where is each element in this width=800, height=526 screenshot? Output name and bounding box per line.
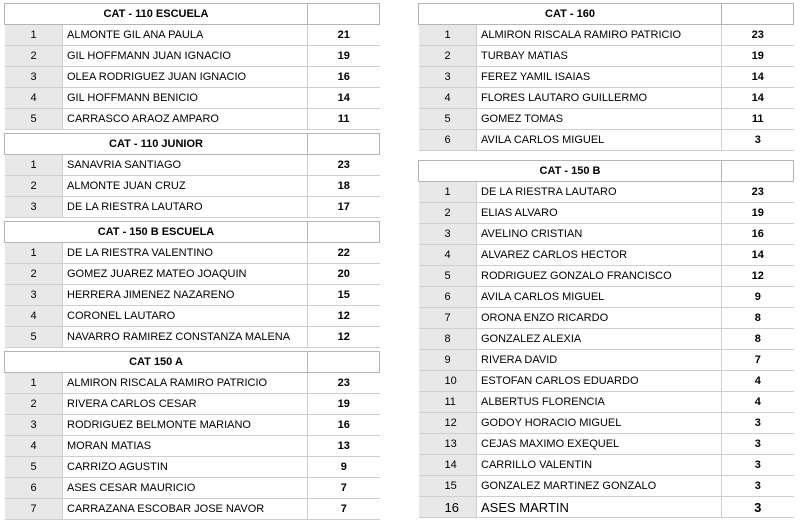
rider-name: ESTOFAN CARLOS EDUARDO: [477, 371, 722, 392]
rider-name: ALMONTE GIL ANA PAULA: [63, 25, 308, 46]
rider-name: ALMONTE JUAN CRUZ: [63, 176, 308, 197]
rider-name: GONZALEZ ALEXIA: [477, 329, 722, 350]
table-row: [419, 371, 794, 392]
rider-name: CORONEL LAUTARO: [63, 306, 308, 327]
rider-name: NAVARRO RAMIREZ CONSTANZA MALENA: [63, 327, 308, 348]
position: 16: [419, 497, 477, 518]
points: 21: [308, 25, 380, 46]
table-row: [5, 306, 380, 327]
left-column: [4, 3, 380, 526]
table-row: [5, 327, 380, 348]
position: 11: [419, 392, 477, 413]
table-row: [419, 308, 794, 329]
table-row: [5, 25, 380, 46]
table-row: [419, 392, 794, 413]
points: 12: [308, 327, 380, 348]
rider-name: DE LA RIESTRA LAUTARO: [63, 197, 308, 218]
table-row: [5, 264, 380, 285]
table-row: [5, 46, 380, 67]
points: 7: [308, 478, 380, 499]
table-row: [5, 243, 380, 264]
table-row: [419, 350, 794, 371]
table-row: [5, 415, 380, 436]
position: 13: [419, 434, 477, 455]
rider-name: ALBERTUS FLORENCIA: [477, 392, 722, 413]
points: 20: [308, 264, 380, 285]
position: 2: [5, 264, 63, 285]
points: 3: [722, 476, 794, 497]
position: 1: [5, 155, 63, 176]
rider-name: CARRIZO AGUSTIN: [63, 457, 308, 478]
points: 11: [722, 109, 794, 130]
rider-name: HERRERA JIMENEZ NAZARENO: [63, 285, 308, 306]
table-row: [419, 455, 794, 476]
table-row: [419, 25, 794, 46]
category-table: [4, 221, 380, 348]
points: 12: [308, 306, 380, 327]
position: 7: [419, 308, 477, 329]
table-row: [419, 182, 794, 203]
position: 5: [5, 109, 63, 130]
table-row: [5, 155, 380, 176]
right-column: [418, 3, 794, 524]
position: 8: [419, 329, 477, 350]
table-row: [419, 329, 794, 350]
points: 14: [722, 245, 794, 266]
position: 2: [5, 394, 63, 415]
table-row: [5, 478, 380, 499]
position: 5: [419, 266, 477, 287]
points: 16: [308, 67, 380, 88]
rider-name: OLEA RODRIGUEZ JUAN IGNACIO: [63, 67, 308, 88]
position: 3: [5, 415, 63, 436]
points: 9: [722, 287, 794, 308]
position: 7: [5, 499, 63, 520]
category-title: CAT - 110 ESCUELA: [5, 4, 308, 25]
points: 12: [722, 266, 794, 287]
table-row: [419, 245, 794, 266]
position: 12: [419, 413, 477, 434]
points: 7: [308, 499, 380, 520]
rider-name: DE LA RIESTRA VALENTINO: [63, 243, 308, 264]
position: 2: [419, 203, 477, 224]
position: 2: [419, 46, 477, 67]
table-row: [419, 67, 794, 88]
table-row: [419, 130, 794, 151]
table-row: [5, 67, 380, 88]
points: 23: [722, 25, 794, 46]
category-title: CAT - 160: [419, 4, 722, 25]
rider-name: CARRILLO VALENTIN: [477, 455, 722, 476]
table-row: [5, 436, 380, 457]
table-row: [419, 109, 794, 130]
points: 23: [308, 373, 380, 394]
category-title: CAT - 150 B: [419, 161, 722, 182]
position: 4: [5, 306, 63, 327]
table-row: [419, 46, 794, 67]
points: 23: [722, 182, 794, 203]
table-row: [5, 373, 380, 394]
table-row: [419, 88, 794, 109]
position: 1: [419, 182, 477, 203]
table-row: [419, 287, 794, 308]
rider-name: CARRAZANA ESCOBAR JOSE NAVOR: [63, 499, 308, 520]
rider-name: AVELINO CRISTIAN: [477, 224, 722, 245]
position: 3: [419, 67, 477, 88]
points: 17: [308, 197, 380, 218]
points: 4: [722, 392, 794, 413]
points: 18: [308, 176, 380, 197]
rider-name: RODRIGUEZ GONZALO FRANCISCO: [477, 266, 722, 287]
position: 4: [5, 436, 63, 457]
position: 6: [419, 130, 477, 151]
position: 1: [5, 243, 63, 264]
category-table: [4, 3, 380, 130]
points: 3: [722, 413, 794, 434]
table-row: [5, 457, 380, 478]
position: 2: [5, 46, 63, 67]
points: 16: [308, 415, 380, 436]
position: 3: [5, 67, 63, 88]
table-row: [5, 197, 380, 218]
points: 13: [308, 436, 380, 457]
rider-name: GOMEZ TOMAS: [477, 109, 722, 130]
points: 19: [722, 203, 794, 224]
position: 4: [419, 88, 477, 109]
points: 8: [722, 308, 794, 329]
points: 19: [722, 46, 794, 67]
rider-name: MORAN MATIAS: [63, 436, 308, 457]
table-row: [419, 476, 794, 497]
rider-name: GIL HOFFMANN BENICIO: [63, 88, 308, 109]
table-row: [419, 413, 794, 434]
table-row: [419, 224, 794, 245]
rider-name: ASES MARTIN: [477, 497, 722, 518]
category-table: [4, 133, 380, 218]
category-table: [418, 3, 794, 151]
position: 14: [419, 455, 477, 476]
position: 5: [5, 457, 63, 478]
position: 6: [5, 478, 63, 499]
position: 1: [5, 373, 63, 394]
table-row: [419, 203, 794, 224]
table-row: [5, 394, 380, 415]
points: 8: [722, 329, 794, 350]
rider-name: ALMIRON RISCALA RAMIRO PATRICIO: [63, 373, 308, 394]
table-row: [5, 176, 380, 197]
rider-name: TURBAY MATIAS: [477, 46, 722, 67]
category-table: [418, 160, 794, 518]
points: 19: [308, 46, 380, 67]
rider-name: GOMEZ JUAREZ MATEO JOAQUIN: [63, 264, 308, 285]
table-row: [419, 266, 794, 287]
points: 16: [722, 224, 794, 245]
position: 15: [419, 476, 477, 497]
category-title: CAT 150 A: [5, 352, 308, 373]
category-table: [4, 351, 380, 520]
rider-name: CARRASCO ARAOZ AMPARO: [63, 109, 308, 130]
rider-name: GODOY HORACIO MIGUEL: [477, 413, 722, 434]
category-title: CAT - 150 B ESCUELA: [5, 222, 308, 243]
rider-name: AVILA CARLOS MIGUEL: [477, 130, 722, 151]
rider-name: DE LA RIESTRA LAUTARO: [477, 182, 722, 203]
points: 11: [308, 109, 380, 130]
position: 6: [419, 287, 477, 308]
points: 4: [722, 371, 794, 392]
table-row: [5, 285, 380, 306]
rider-name: ASES CESAR MAURICIO: [63, 478, 308, 499]
points: 15: [308, 285, 380, 306]
table-row: [5, 109, 380, 130]
position: 3: [5, 285, 63, 306]
position: 9: [419, 350, 477, 371]
position: 1: [5, 25, 63, 46]
position: 5: [5, 327, 63, 348]
points: 3: [722, 130, 794, 151]
position: 3: [419, 224, 477, 245]
rider-name: GIL HOFFMANN JUAN IGNACIO: [63, 46, 308, 67]
points: 3: [722, 455, 794, 476]
points: 3: [722, 434, 794, 455]
rider-name: CEJAS MAXIMO EXEQUEL: [477, 434, 722, 455]
rider-name: RIVERA CARLOS CESAR: [63, 394, 308, 415]
rider-name: ALMIRON RISCALA RAMIRO PATRICIO: [477, 25, 722, 46]
rider-name: FLORES LAUTARO GUILLERMO: [477, 88, 722, 109]
table-row: [5, 499, 380, 520]
table-row: [5, 88, 380, 109]
points: 19: [308, 394, 380, 415]
position: 4: [5, 88, 63, 109]
position: 4: [419, 245, 477, 266]
points: 3: [722, 497, 794, 518]
points: 22: [308, 243, 380, 264]
rider-name: GONZALEZ MARTINEZ GONZALO: [477, 476, 722, 497]
table-row: [419, 434, 794, 455]
position: 1: [419, 25, 477, 46]
position: 3: [5, 197, 63, 218]
rider-name: ORONA ENZO RICARDO: [477, 308, 722, 329]
points: 14: [308, 88, 380, 109]
points: 14: [722, 88, 794, 109]
rider-name: RODRIGUEZ BELMONTE MARIANO: [63, 415, 308, 436]
position: 10: [419, 371, 477, 392]
rider-name: AVILA CARLOS MIGUEL: [477, 287, 722, 308]
position: 2: [5, 176, 63, 197]
points: 7: [722, 350, 794, 371]
rider-name: ELIAS ALVARO: [477, 203, 722, 224]
position: 5: [419, 109, 477, 130]
rider-name: FEREZ YAMIL ISAIAS: [477, 67, 722, 88]
rider-name: SANAVRIA SANTIAGO: [63, 155, 308, 176]
rider-name: RIVERA DAVID: [477, 350, 722, 371]
points: 23: [308, 155, 380, 176]
points: 9: [308, 457, 380, 478]
category-title: CAT - 110 JUNIOR: [5, 134, 308, 155]
rider-name: ALVAREZ CARLOS HECTOR: [477, 245, 722, 266]
points: 14: [722, 67, 794, 88]
